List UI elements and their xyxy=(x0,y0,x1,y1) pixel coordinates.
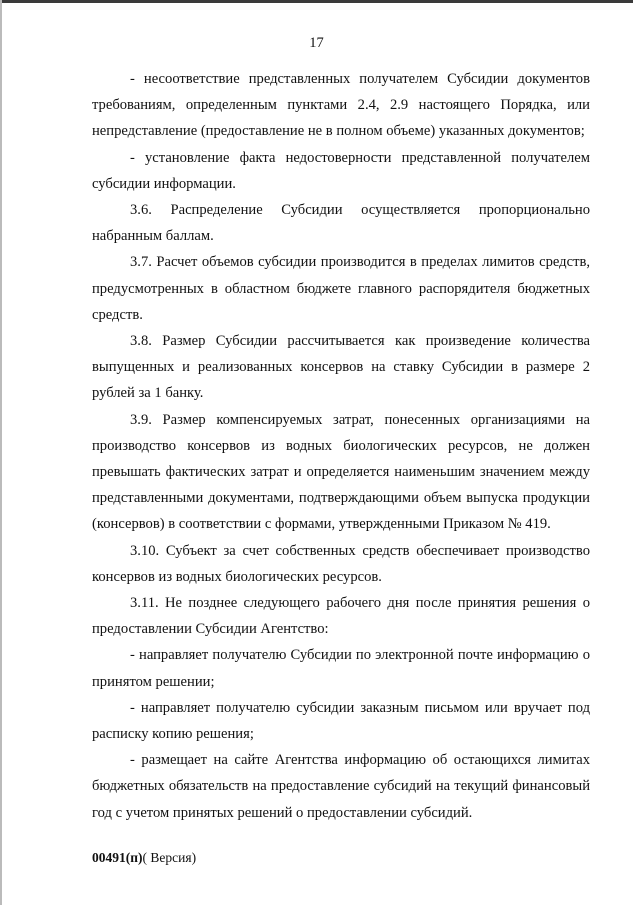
document-footer xyxy=(92,850,196,866)
paragraph-3-7: 3.7. Расчет объемов субсидии производится в пределах лимитов средств, предусмотренных в областном бюджете главного распорядителя бюджетных средств. xyxy=(92,254,590,323)
scan-left-edge xyxy=(0,0,2,905)
paragraph-list-item: - несоответствие представленных получателем Субсидии документов требованиям, определенным пунктами 2.4, 2.9 настоящего Порядка, или непредставление (предоставление не в полном объеме) указанных документов; xyxy=(92,71,590,140)
paragraph-3-11: 3.11. Не позднее следующего рабочего дня после принятия решения о предоставлении Субсидии Агентство: xyxy=(92,595,590,638)
scan-top-edge xyxy=(0,0,633,3)
paragraph-3-6: 3.6. Распределение Субсидии осуществляется пропорционально набранным баллам. xyxy=(92,202,590,245)
paragraph-list-item: - установление факта недостоверности представленной получателем субсидии информации. xyxy=(92,149,590,192)
paragraph-3-9: 3.9. Размер компенсируемых затрат, понесенных организациями на производство консервов из водных биологических ресурсов, не должен превышать фактических затрат и определяется наименьшим значением между представленными документами, подтверждающими объем выпуска продукции (консервов) в соответствии с формами, утвержденными Приказом № 419. xyxy=(92,411,590,533)
paragraph-list-item: - направляет получателю субсидии заказным письмом или вручает под расписку копию решения; xyxy=(92,699,590,743)
paragraph-3-10: 3.10. Субъект за счет собственных средств обеспечивает производство консервов из водных биологических ресурсов. xyxy=(92,542,590,585)
document-body xyxy=(92,66,590,826)
page-number: 17 xyxy=(309,35,324,51)
paragraph-list-item: - размещает на сайте Агентства информацию об остающихся лимитах бюджетных обязательств на предоставление субсидий на текущий финансовый год с учетом принятых решений о предоставлении субсидий. xyxy=(92,752,590,821)
paragraph-list-item: - направляет получателю Субсидии по электронной почте информацию о принятом решении; xyxy=(92,647,590,690)
document-code: 00491(п) xyxy=(92,850,143,865)
paragraph-3-8: 3.8. Размер Субсидии рассчитывается как произведение количества выпущенных и реализованных консервов на ставку Субсидии в размере 2 рублей за 1 банку. xyxy=(92,333,590,402)
document-version: ( Версия) xyxy=(142,850,197,865)
